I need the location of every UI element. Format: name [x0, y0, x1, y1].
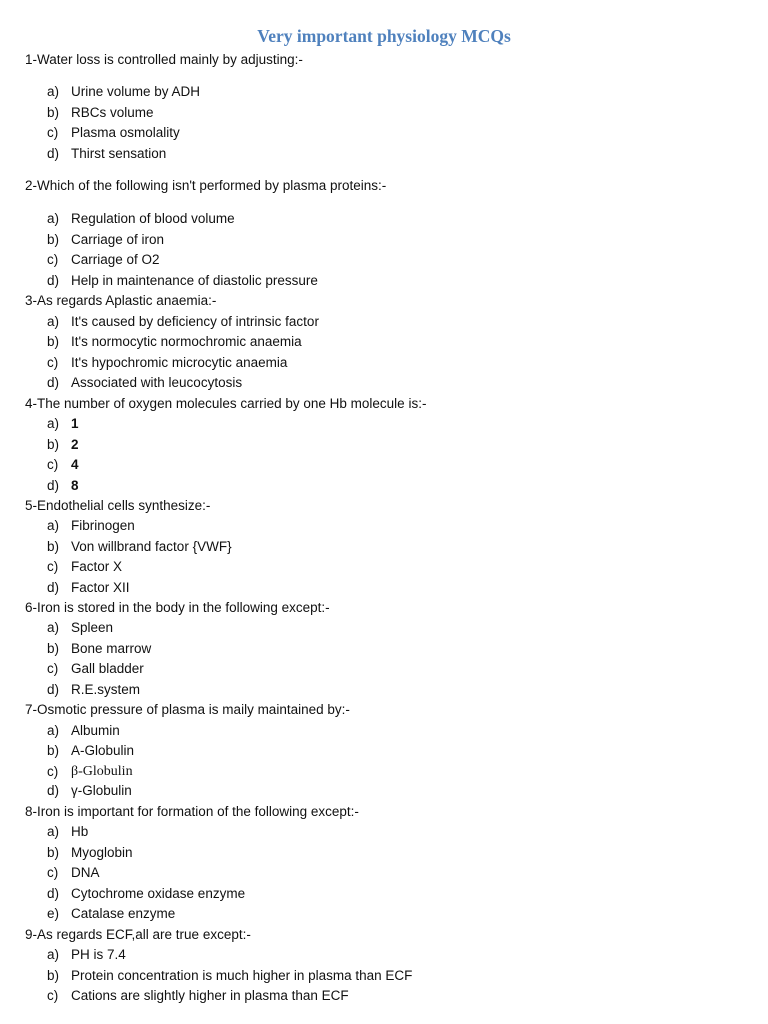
option-text: Fibrinogen [71, 518, 135, 533]
q8-option-d [0, 884, 768, 904]
option-text: Plasma osmolality [71, 125, 180, 140]
option-letter: d) [47, 580, 60, 595]
option-text: Carriage of O2 [71, 252, 160, 267]
question-1: 1-Water loss is controlled mainly by adjusting:- [25, 52, 303, 67]
question-4: 4-The number of oxygen molecules carried by one Hb molecule is:- [25, 396, 427, 411]
option-letter: d) [47, 886, 60, 901]
question-5: 5-Endothelial cells synthesize:- [25, 498, 211, 513]
q3-option-c [0, 353, 768, 373]
q1-option-c [0, 123, 768, 143]
q1-option-d [0, 144, 768, 164]
q6-option-b [0, 639, 768, 659]
option-letter: b) [47, 334, 60, 349]
q7-option-a [0, 721, 768, 741]
option-letter: a) [47, 723, 60, 738]
option-letter: c) [47, 125, 59, 140]
option-text: Spleen [71, 620, 114, 635]
option-letter: b) [47, 232, 60, 247]
option-text: Cations are slightly higher in plasma than ECF [71, 988, 349, 1003]
option-text: Thirst sensation [71, 146, 167, 161]
option-text: γ-Globulin [71, 783, 132, 798]
option-letter: d) [47, 682, 60, 697]
option-text: Hb [71, 824, 89, 839]
q3-option-a [0, 312, 768, 332]
option-text: Factor XII [71, 580, 130, 595]
option-text: Gall bladder [71, 661, 144, 676]
q8-option-e [0, 904, 768, 924]
question-8: 8-Iron is important for formation of the following except:- [25, 804, 359, 819]
option-text: Help in maintenance of diastolic pressure [71, 273, 318, 288]
q9-option-b [0, 966, 768, 986]
option-letter: a) [47, 518, 60, 533]
option-letter: b) [47, 105, 60, 120]
option-text: Associated with leucocytosis [71, 375, 243, 390]
q2-option-d [0, 271, 768, 291]
option-text: Catalase enzyme [71, 906, 176, 921]
q9-option-c [0, 986, 768, 1006]
option-letter: a) [47, 947, 60, 962]
option-letter: d) [47, 783, 60, 798]
option-letter: e) [47, 906, 60, 921]
option-text: R.E.system [71, 682, 141, 697]
option-letter: d) [47, 273, 60, 288]
q4-option-b [0, 435, 768, 455]
q8-option-c [0, 863, 768, 883]
option-letter: a) [47, 84, 60, 99]
option-letter: d) [47, 375, 60, 390]
option-letter: b) [47, 845, 60, 860]
option-text: Albumin [71, 723, 120, 738]
option-text: Von willbrand factor {VWF} [71, 539, 232, 554]
q6-option-a [0, 618, 768, 638]
option-text: Regulation of blood volume [71, 211, 235, 226]
option-text: Bone marrow [71, 641, 152, 656]
q7-option-c [0, 762, 768, 782]
option-text: PH is 7.4 [71, 947, 126, 962]
option-letter: d) [47, 146, 60, 161]
q3-option-d [0, 373, 768, 393]
q6-option-c [0, 659, 768, 679]
q8-option-a [0, 822, 768, 842]
option-text: Carriage of iron [71, 232, 165, 247]
q3-option-b [0, 332, 768, 352]
option-letter: a) [47, 211, 60, 226]
option-text: 4 [71, 457, 79, 472]
option-letter: b) [47, 641, 60, 656]
option-letter: a) [47, 620, 60, 635]
option-text: Factor X [71, 559, 123, 574]
option-letter: c) [47, 252, 59, 267]
option-text: Myoglobin [71, 845, 133, 860]
q4-option-a [0, 414, 768, 434]
option-text: β-Globulin [71, 764, 133, 779]
option-text: RBCs volume [71, 105, 154, 120]
option-text: It's hypochromic microcytic anaemia [71, 355, 288, 370]
question-2: 2-Which of the following isn't performed by plasma proteins:- [25, 178, 387, 193]
option-letter: c) [47, 355, 59, 370]
option-text: Cytochrome oxidase enzyme [71, 886, 246, 901]
q1-option-b [0, 103, 768, 123]
question-3: 3-As regards Aplastic anaemia:- [25, 293, 217, 308]
q2-option-a [0, 209, 768, 229]
option-text: It's normocytic normochromic anaemia [71, 334, 302, 349]
option-letter: b) [47, 539, 60, 554]
option-letter: c) [47, 988, 59, 1003]
question-6: 6-Iron is stored in the body in the following except:- [25, 600, 330, 615]
option-text: Urine volume by ADH [71, 84, 201, 99]
option-text: DNA [71, 865, 100, 880]
option-text: 1 [71, 416, 79, 431]
option-letter: a) [47, 824, 60, 839]
option-letter: c) [47, 865, 59, 880]
q7-option-b [0, 741, 768, 761]
option-letter: b) [47, 437, 60, 452]
option-letter: a) [47, 314, 60, 329]
q5-option-c [0, 557, 768, 577]
q5-option-b [0, 537, 768, 557]
question-9: 9-As regards ECF,all are true except:- [25, 927, 251, 942]
q4-option-d [0, 476, 768, 496]
option-letter: b) [47, 968, 60, 983]
q9-option-a [0, 945, 768, 965]
q2-option-c [0, 250, 768, 270]
option-text: 8 [71, 478, 79, 493]
option-text: 2 [71, 437, 79, 452]
page-title: Very important physiology MCQs [257, 26, 511, 46]
q8-option-b [0, 843, 768, 863]
q6-option-d [0, 680, 768, 700]
q5-option-a [0, 516, 768, 536]
option-text: Protein concentration is much higher in plasma than ECF [71, 968, 413, 983]
option-letter: c) [47, 559, 59, 574]
option-letter: c) [47, 764, 59, 779]
q5-option-d [0, 578, 768, 598]
q2-option-b [0, 230, 768, 250]
option-letter: a) [47, 416, 60, 431]
option-letter: b) [47, 743, 60, 758]
option-letter: c) [47, 661, 59, 676]
option-letter: c) [47, 457, 59, 472]
q1-option-a [0, 82, 768, 102]
option-text: It's caused by deficiency of intrinsic factor [71, 314, 319, 329]
q4-option-c [0, 455, 768, 475]
q7-option-d [0, 781, 768, 801]
option-text: Α-Globulin [71, 743, 135, 758]
option-letter: d) [47, 478, 60, 493]
question-7: 7-Osmotic pressure of plasma is maily maintained by:- [25, 702, 350, 717]
